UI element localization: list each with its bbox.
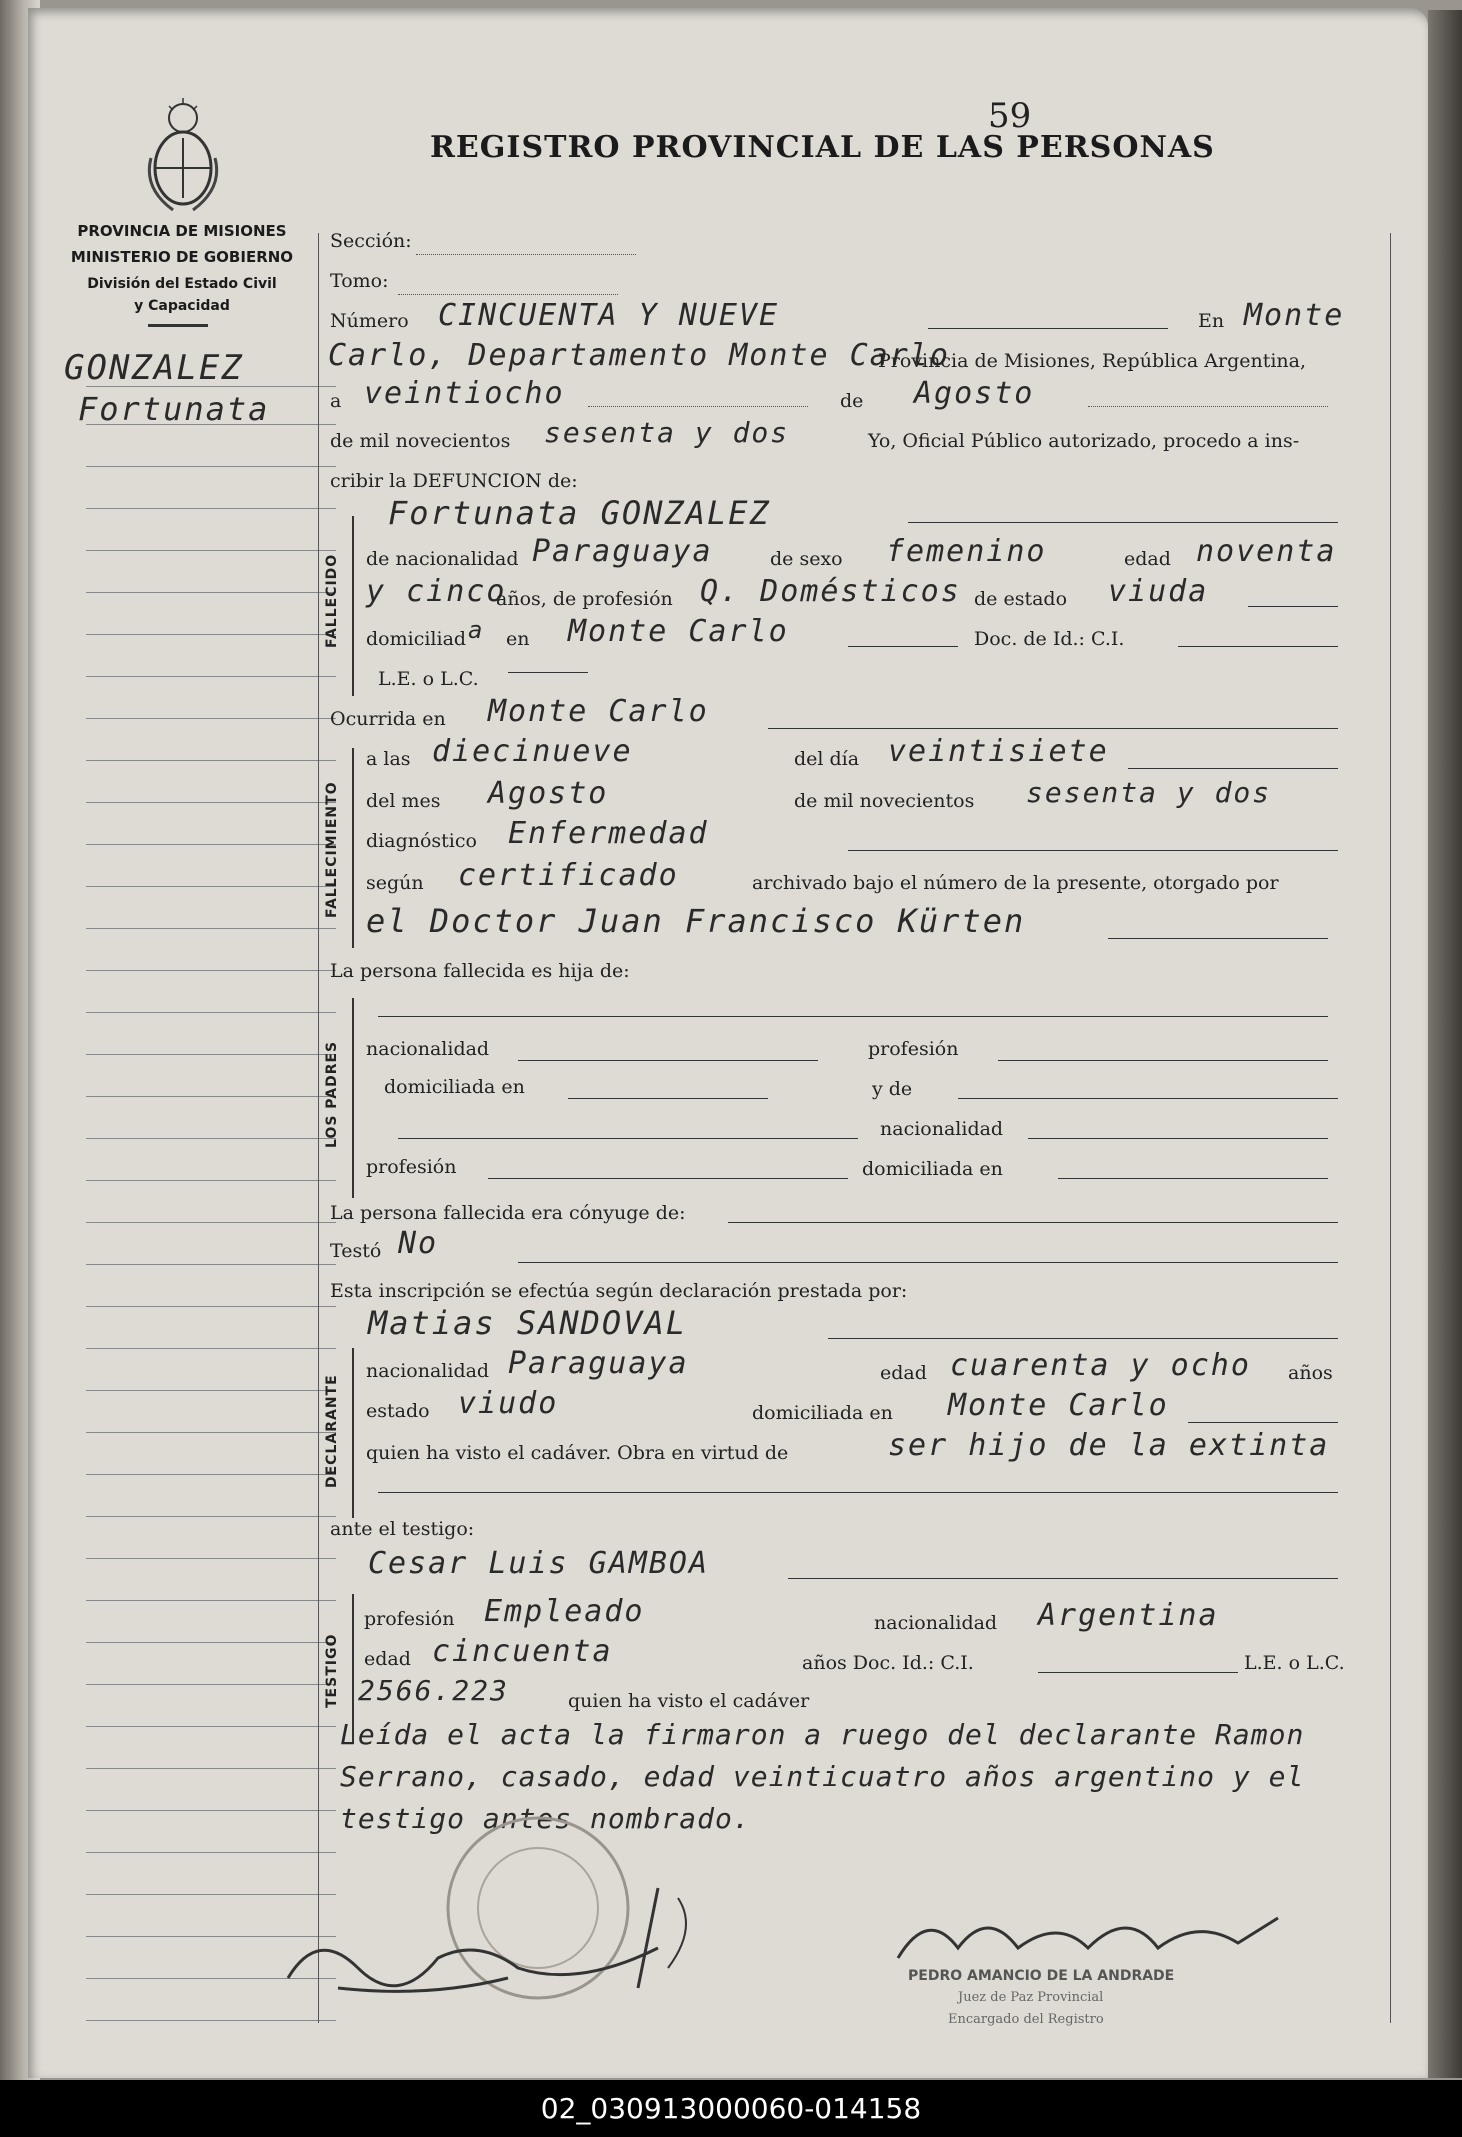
en-label-2: en (506, 628, 530, 650)
closing-line-1: Leída el acta la firmaron a ruego del declarante Ramon (340, 1718, 1305, 1751)
domiciliad-label: domiciliad (366, 628, 467, 650)
divider (148, 324, 208, 327)
declarante-bracket (352, 1348, 354, 1518)
declarante-virtud-value: ser hijo de la extinta (888, 1428, 1330, 1463)
month-line (1088, 406, 1328, 407)
numero-line (928, 328, 1168, 329)
madre-domiciliada-label: domiciliada en (862, 1158, 1003, 1180)
day-line (588, 406, 808, 407)
testigo-name: Cesar Luis GAMBOA (368, 1546, 710, 1581)
madre-name-line (958, 1098, 1338, 1099)
padre-profesion-label: profesión (868, 1038, 959, 1060)
declarante-name: Matias SANDOVAL (368, 1304, 687, 1342)
testigo-anos-doc-label: años Doc. Id.: C.I. (802, 1652, 974, 1674)
testigo-nacionalidad-value: Argentina (1038, 1598, 1219, 1633)
testigo-profesion-value: Empleado (484, 1594, 645, 1629)
anos-profesion-label: años, de profesión (496, 588, 673, 610)
segun-value: certificado (458, 858, 679, 893)
margin-given-name: Fortunata (78, 390, 270, 428)
numero-label: Número (330, 310, 409, 332)
dia-value: veintisiete (888, 734, 1109, 769)
testigo-edad-value: cincuenta (432, 1634, 613, 1669)
section-fallecido: FALLECIDO (324, 553, 340, 648)
de-label: de (840, 390, 864, 412)
closing-line-3: testigo antes nombrado. (340, 1802, 751, 1835)
fallecido-bracket (352, 516, 354, 696)
fallecimiento-bracket (352, 748, 354, 948)
declarante-anos-label: años (1288, 1362, 1333, 1384)
coat-of-arms-icon (143, 98, 223, 218)
diagnostico-line (848, 850, 1338, 851)
declarante-nacionalidad-label: nacionalidad (366, 1360, 490, 1382)
declarante-quien-label: quien ha visto el cadáver. Obra en virtud de (366, 1442, 789, 1464)
estado-label: de estado (974, 588, 1068, 610)
padre-name-line (378, 1016, 1328, 1017)
declarante-estado-label: estado (366, 1400, 430, 1422)
testo-label: Testó (330, 1240, 382, 1262)
dia-line (1128, 768, 1338, 769)
official-title: Juez de Paz Provincial (958, 1990, 1104, 2005)
declarante-domiciliada-label: domiciliada en (752, 1402, 893, 1424)
a-las-label: a las (366, 748, 411, 770)
register-page (28, 8, 1428, 2078)
madre-line (398, 1138, 858, 1139)
madre-nacionalidad-label: nacionalidad (880, 1118, 1004, 1140)
yo-text: Yo, Oficial Público autorizado, procedo a ins- (868, 430, 1300, 452)
segun-label: según (366, 872, 424, 894)
provincia-text: Provincia de Misiones, República Argentina, (878, 350, 1307, 372)
doc-label: Doc. de Id.: C.I. (974, 628, 1125, 650)
declaracion-label: Esta inscripción se efectúa según declaración prestada por: (330, 1280, 908, 1302)
section-testigo: TESTIGO (324, 1633, 340, 1708)
ministry-label: MINISTERIO DE GOBIERNO (70, 248, 294, 266)
de-mil-nov-label: de mil novecientos (794, 790, 975, 812)
hija-de-label: La persona fallecida es hija de: (330, 960, 630, 982)
testo-value: No (398, 1226, 439, 1261)
testigo-doc-value: 2566.223 (358, 1674, 509, 1707)
en-label: En (1198, 310, 1225, 332)
doctor-value: el Doctor Juan Francisco Kürten (366, 902, 1026, 940)
domiciliad-suffix: a (468, 616, 485, 644)
testigo-profesion-label: profesión (364, 1608, 455, 1630)
edad-label: edad (1124, 548, 1171, 570)
margin-surname: GONZALEZ (64, 348, 244, 388)
madre-profesion-line (488, 1178, 848, 1179)
declarante-nacionalidad-value: Paraguaya (508, 1346, 689, 1381)
conyuge-line (728, 1222, 1338, 1223)
seccion-label: Sección: (330, 230, 412, 252)
month-value: Agosto (914, 376, 1035, 411)
place-value: Carlo, Departamento Monte Carlo (328, 338, 950, 373)
doc-line (1178, 646, 1338, 647)
day-value: veintiocho (364, 376, 565, 411)
edad-value-2: y cinco (366, 574, 507, 609)
y-de-label: y de (872, 1078, 913, 1100)
official-name: PEDRO AMANCIO DE LA ANDRADE (908, 1968, 1175, 1984)
closing-line-2: Serrano, casado, edad veinticuatro años argentino y el (340, 1760, 1305, 1793)
testigo-le-lc-label: L.E. o L.C. (1244, 1652, 1345, 1674)
padre-nacionalidad-line (518, 1060, 818, 1061)
division-label: División del Estado Civil (87, 276, 277, 292)
a-label: a (330, 390, 342, 412)
image-caption: 02_030913000060-014158 (0, 2080, 1462, 2137)
declarante-domicilio-line (1188, 1422, 1338, 1423)
page-number: 59 (988, 96, 1032, 136)
declarant-signature (278, 1868, 698, 2008)
anio-value: sesenta y dos (1026, 776, 1272, 809)
testigo-edad-label: edad (364, 1648, 411, 1670)
seccion-field (416, 254, 636, 255)
madre-nacionalidad-line (1028, 1138, 1328, 1139)
column-divider (318, 233, 319, 2023)
le-lc-label: L.E. o L.C. (378, 668, 479, 690)
official-signature (888, 1888, 1288, 1978)
declarante-domicilio-value: Monte Carlo (948, 1388, 1169, 1423)
domicilio-line (848, 646, 958, 647)
tomo-field (398, 294, 618, 295)
le-lc-line (508, 672, 588, 673)
testo-line (518, 1262, 1338, 1263)
archivado-text: archivado bajo el número de la presente, otorgado por (752, 872, 1279, 894)
division-label-2: y Capacidad (134, 298, 230, 314)
padre-domiciliada-label: domiciliada en (384, 1076, 525, 1098)
testigo-quien-label: quien ha visto el cadáver (568, 1690, 810, 1712)
ocurrida-line (768, 728, 1338, 729)
testigo-name-line (788, 1578, 1338, 1579)
page-title: REGISTRO PROVINCIAL DE LAS PERSONAS (430, 130, 1215, 165)
conyuge-label: La persona fallecida era cónyuge de: (330, 1202, 686, 1224)
hora-value: diecinueve (432, 734, 633, 769)
padre-domicilio-line (568, 1098, 768, 1099)
padres-bracket (352, 998, 354, 1198)
deceased-name-line (908, 522, 1338, 523)
section-padres: LOS PADRES (324, 1040, 340, 1148)
deceased-name: Fortunata GONZALEZ (388, 494, 771, 532)
sexo-value: femenino (886, 534, 1047, 569)
numero-value: CINCUENTA Y NUEVE (438, 298, 780, 333)
cribir-text: cribir la DEFUNCION de: (330, 470, 578, 492)
section-declarante: DECLARANTE (324, 1374, 340, 1488)
official-title-2: Encargado del Registro (948, 2012, 1104, 2027)
madre-profesion-label: profesión (366, 1156, 457, 1178)
ante-testigo-label: ante el testigo: (330, 1518, 475, 1540)
de-mil-label: de mil novecientos (330, 430, 511, 452)
testigo-nacionalidad-label: nacionalidad (874, 1612, 998, 1634)
padre-profesion-line (998, 1060, 1328, 1061)
diagnostico-label: diagnóstico (366, 830, 477, 852)
edad-value: noventa (1196, 534, 1337, 569)
estado-line (1248, 606, 1338, 607)
testigo-doc-line (1038, 1672, 1238, 1673)
declarante-edad-label: edad (880, 1362, 927, 1384)
doctor-line (1108, 938, 1328, 939)
en-value: Monte (1244, 298, 1345, 333)
section-fallecimiento: FALLECIMIENTO (324, 781, 340, 918)
diagnostico-value: Enfermedad (508, 816, 709, 851)
padre-nacionalidad-label: nacionalidad (366, 1038, 490, 1060)
estado-value: viuda (1108, 574, 1209, 609)
del-mes-label: del mes (366, 790, 441, 812)
sexo-label: de sexo (770, 548, 843, 570)
page-edge (1428, 10, 1462, 2078)
year-value: sesenta y dos (544, 416, 790, 449)
del-dia-label: del día (794, 748, 860, 770)
nacionalidad-value: Paraguaya (532, 534, 713, 569)
right-border (1390, 233, 1391, 2023)
profesion-value: Q. Domésticos (700, 574, 961, 609)
ocurrida-value: Monte Carlo (488, 694, 709, 729)
tomo-label: Tomo: (330, 270, 389, 292)
ocurrida-label: Ocurrida en (330, 708, 446, 730)
nacionalidad-label: de nacionalidad (366, 548, 519, 570)
mes-value: Agosto (488, 776, 609, 811)
declarante-extra-line (378, 1492, 1338, 1493)
declarante-edad-value: cuarenta y ocho (950, 1348, 1251, 1383)
declarante-estado-value: viudo (458, 1386, 559, 1421)
madre-domicilio-line (1058, 1178, 1328, 1179)
declarante-name-line (828, 1338, 1338, 1339)
domicilio-value: Monte Carlo (568, 614, 789, 649)
province-label: PROVINCIA DE MISIONES (77, 222, 287, 240)
